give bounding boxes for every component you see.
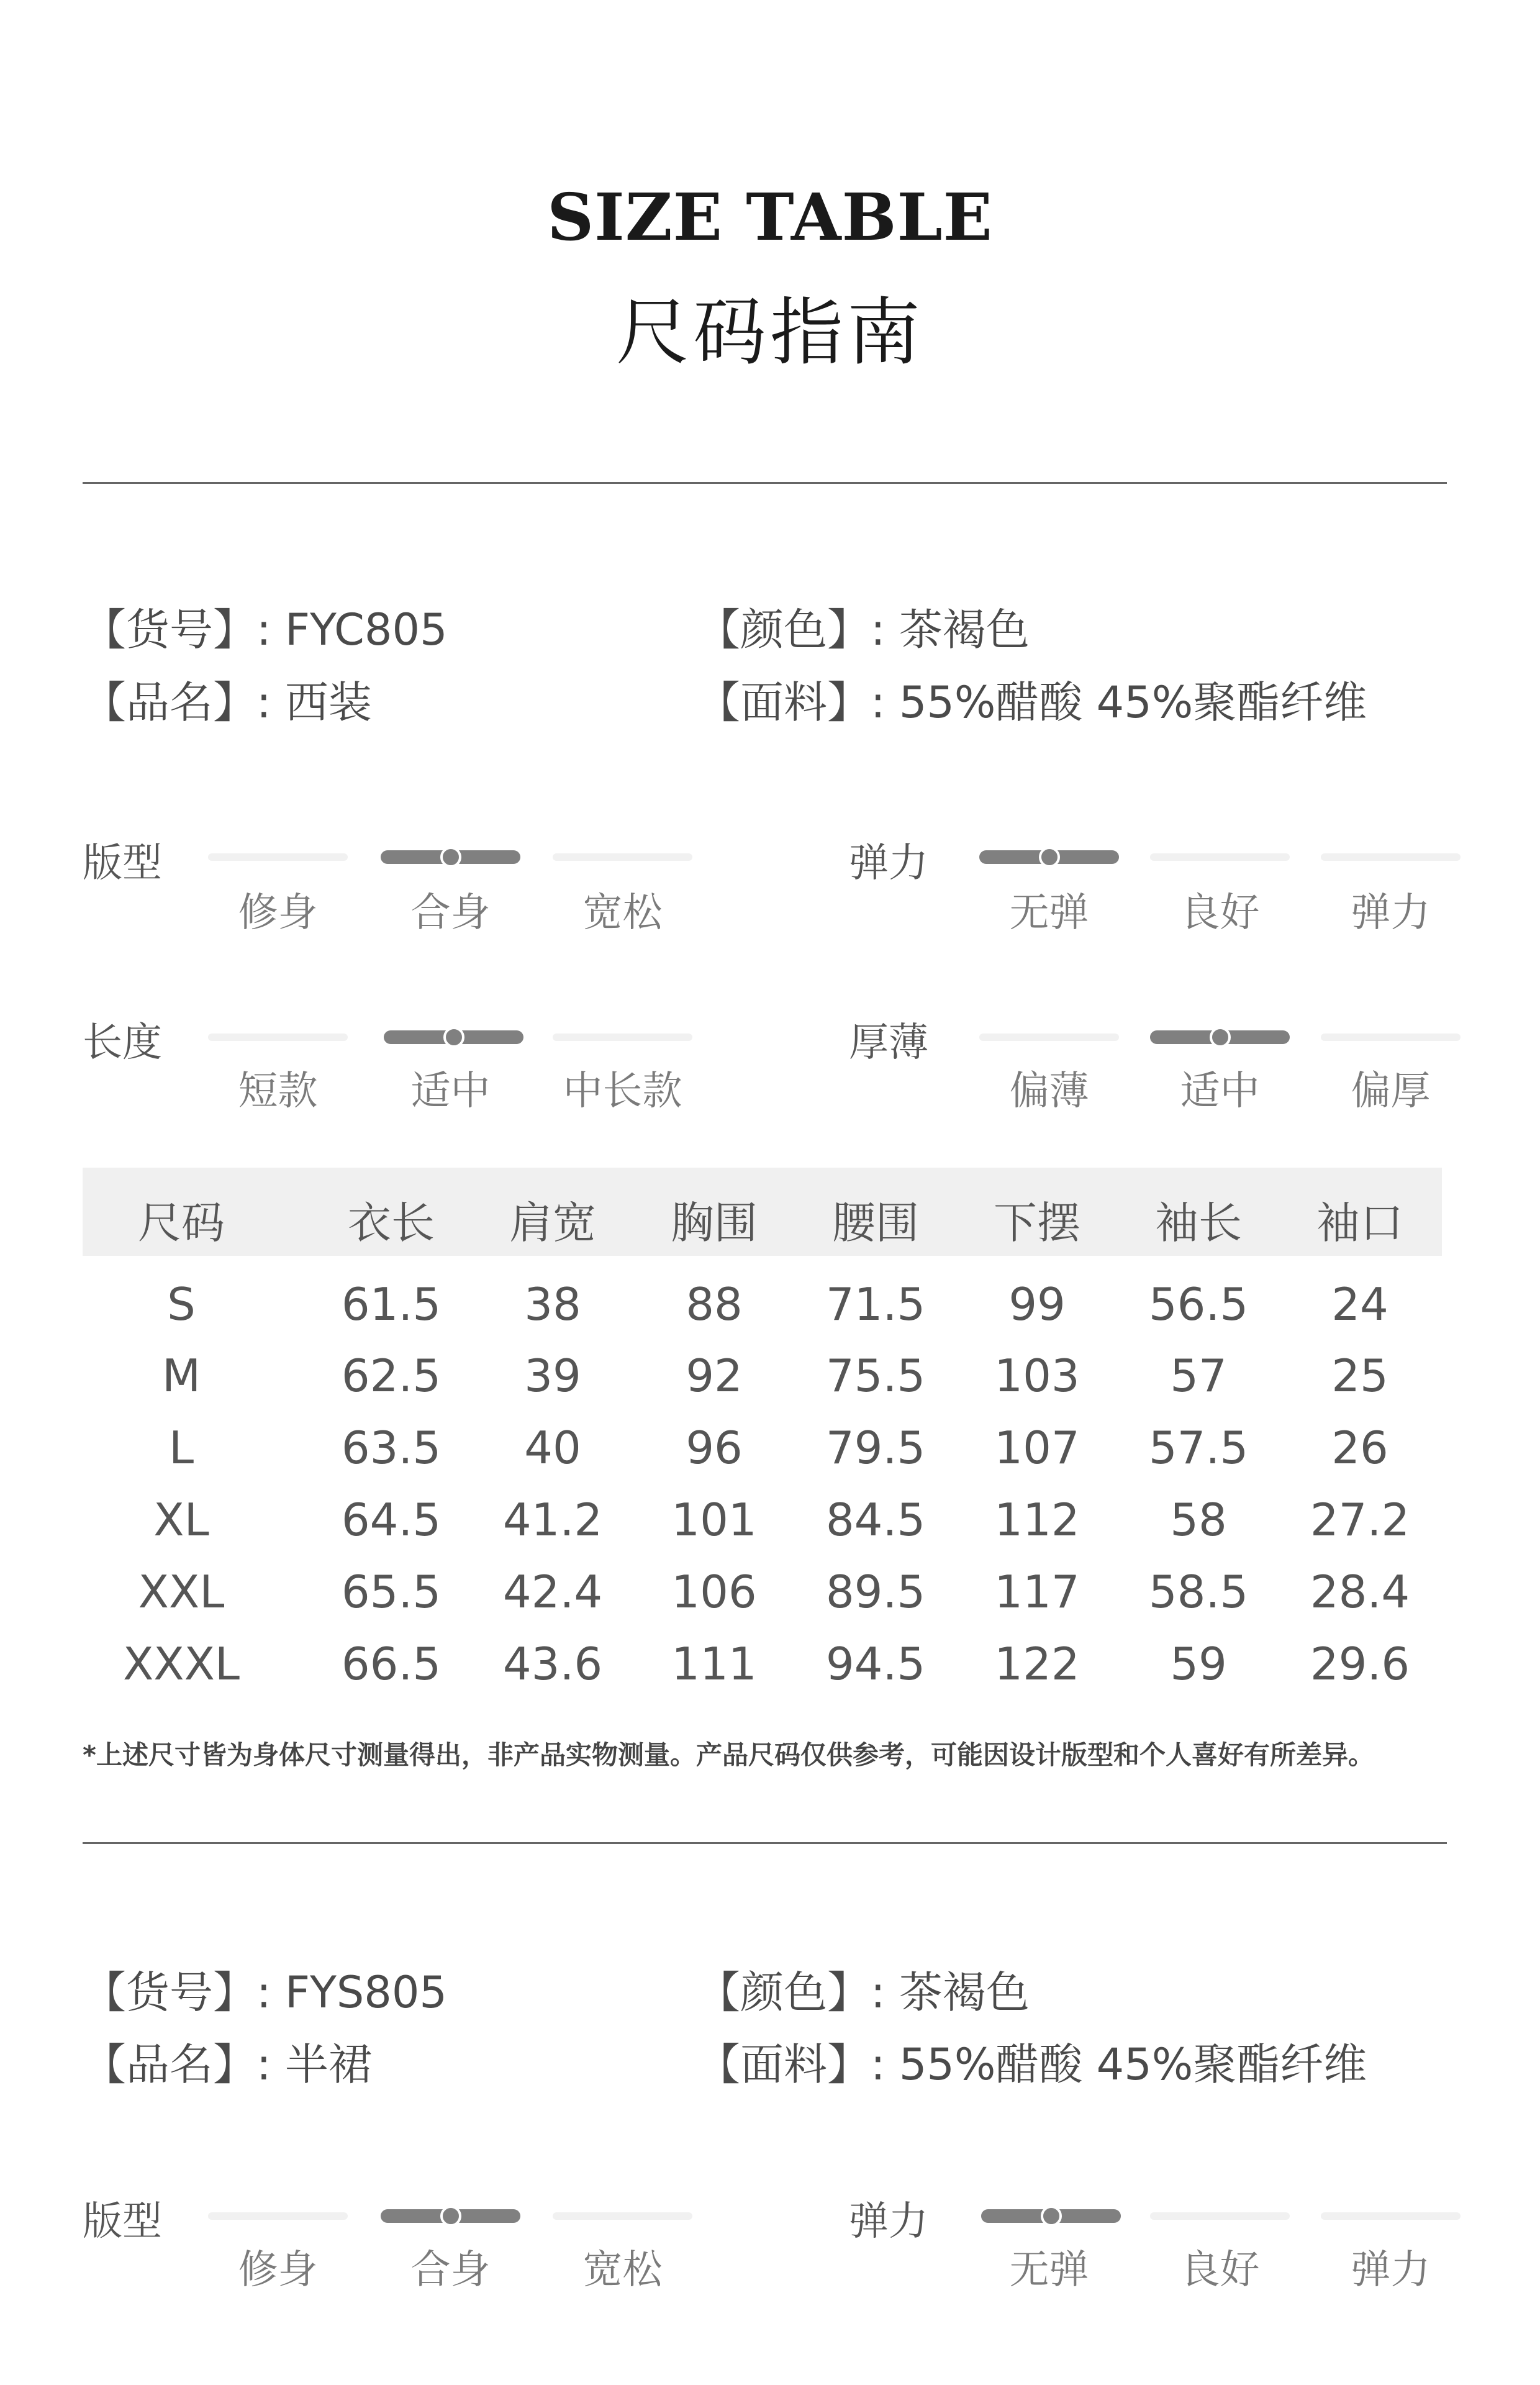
- attr2-fit-bar-3: [553, 2212, 692, 2220]
- size-table-cell: 106: [671, 1566, 757, 1618]
- size-table-cell: 41.2: [502, 1494, 603, 1546]
- size-table-cell: 43.6: [502, 1638, 603, 1690]
- size-table-cell: 96: [686, 1422, 743, 1474]
- attr-thickness-bar-3: [1321, 1034, 1461, 1041]
- attr2-fit-option-1: 修身: [238, 2247, 318, 2293]
- size-table-cell: 79.5: [825, 1422, 926, 1474]
- size-table-header-cuff: 袖口: [1316, 1197, 1403, 1248]
- size-table-cell: 58.5: [1148, 1566, 1249, 1618]
- size-table-header-length: 衣长: [348, 1197, 435, 1248]
- size-table-header-hem: 下摆: [994, 1197, 1080, 1248]
- attr-thickness-bar-2-selected: [1150, 1030, 1290, 1044]
- product2-name: 【品名】: 半裙: [83, 2039, 372, 2090]
- size-table-cell: 111: [671, 1638, 757, 1690]
- size-table-cell: 26: [1331, 1422, 1388, 1474]
- attr2-fit-label: 版型: [83, 2199, 162, 2245]
- attr2-elasticity-bar-1-selected: [981, 2209, 1121, 2223]
- size-table-cell: 24: [1331, 1278, 1388, 1330]
- product1-color: 【颜色】: 茶褐色: [697, 604, 1030, 655]
- size-table-cell: 117: [994, 1566, 1080, 1618]
- size-table-header-shoulder: 肩宽: [509, 1197, 596, 1248]
- size-table-cell: 39: [524, 1350, 581, 1402]
- attr2-fit-bar-2-selected: [381, 2209, 520, 2223]
- product1-fabric: 【面料】: 55%醋酸 45%聚酯纤维: [697, 677, 1367, 728]
- size-table-cell: XL: [153, 1494, 209, 1546]
- attr-length-bar-1: [208, 1034, 348, 1041]
- size-table-cell: 61.5: [341, 1278, 442, 1330]
- size-table-cell: M: [161, 1350, 201, 1402]
- attr-elasticity-label: 弹力: [849, 840, 928, 886]
- attr-elasticity-option-1: 无弹: [1009, 890, 1089, 936]
- attr-thickness-bar-1: [979, 1034, 1119, 1041]
- attr2-elasticity-label: 弹力: [849, 2199, 928, 2245]
- attr-fit-bar-2-selected: [381, 850, 520, 864]
- size-table-cell: 65.5: [341, 1566, 442, 1618]
- size-table-cell: S: [167, 1278, 196, 1330]
- attr-fit-option-3: 宽松: [582, 890, 663, 936]
- product1-item-no: 【货号】: FYC805: [83, 604, 448, 655]
- product2-item-no: 【货号】: FYS805: [83, 1967, 447, 2018]
- attr-thickness-option-1: 偏薄: [1009, 1068, 1089, 1114]
- size-table-cell: 64.5: [341, 1494, 442, 1546]
- size-table-cell: 107: [994, 1422, 1080, 1474]
- attr-length-option-1: 短款: [238, 1068, 318, 1114]
- attr-thickness-label: 厚薄: [849, 1020, 928, 1066]
- attr-length-label: 长度: [83, 1020, 162, 1066]
- divider-bottom: [83, 1842, 1447, 1844]
- attr-fit-bar-1: [208, 853, 348, 861]
- size-table-cell: 27.2: [1310, 1494, 1410, 1546]
- size-table-cell: 29.6: [1310, 1638, 1410, 1690]
- attr-fit-bar-3: [553, 853, 692, 861]
- attr2-elasticity-option-1: 无弹: [1009, 2247, 1089, 2293]
- size-table-cell: 94.5: [825, 1638, 926, 1690]
- size-table-cell: XXXL: [122, 1638, 240, 1690]
- size-table-cell: 71.5: [825, 1278, 926, 1330]
- size-table-cell: 56.5: [1148, 1278, 1249, 1330]
- size-table-cell: 62.5: [341, 1350, 442, 1402]
- attr-fit-label: 版型: [83, 840, 162, 886]
- attr-thickness-option-3: 偏厚: [1351, 1068, 1431, 1114]
- size-table-cell: 75.5: [825, 1350, 926, 1402]
- attr-fit-option-1: 修身: [238, 890, 318, 936]
- size-table-cell: 103: [994, 1350, 1080, 1402]
- attr2-elasticity-option-2: 良好: [1180, 2247, 1260, 2293]
- size-table-cell: 84.5: [825, 1494, 926, 1546]
- attr2-elasticity-option-3: 弹力: [1351, 2247, 1431, 2293]
- attr-elasticity-option-2: 良好: [1180, 890, 1260, 936]
- attr-elasticity-bar-1-selected: [979, 850, 1119, 864]
- size-table-cell: 28.4: [1310, 1566, 1410, 1618]
- size-table-cell: 88: [686, 1278, 743, 1330]
- attr2-fit-option-2: 合身: [410, 2247, 491, 2293]
- size-table-cell: 57: [1170, 1350, 1227, 1402]
- attr2-elasticity-bar-2: [1150, 2212, 1290, 2220]
- size-table-cell: 42.4: [502, 1566, 603, 1618]
- size-table-cell: 38: [524, 1278, 581, 1330]
- attr-length-option-2: 适中: [410, 1068, 491, 1114]
- size-table-cell: 25: [1331, 1350, 1388, 1402]
- product1-name: 【品名】: 西装: [83, 677, 372, 728]
- size-table-cell: 63.5: [341, 1422, 442, 1474]
- size-table-cell: 89.5: [825, 1566, 926, 1618]
- title-chinese: 尺码指南: [615, 289, 924, 375]
- attr-elasticity-bar-3: [1321, 853, 1461, 861]
- attr-fit-option-2: 合身: [410, 890, 491, 936]
- size-table-cell: XXL: [138, 1566, 225, 1618]
- title-english: SIZE TABLE: [547, 179, 993, 255]
- attr-elasticity-option-3: 弹力: [1351, 890, 1431, 936]
- size-table-header-waist: 腰围: [832, 1197, 919, 1248]
- product2-color: 【颜色】: 茶褐色: [697, 1967, 1030, 2018]
- divider-top: [83, 482, 1447, 484]
- attr2-fit-bar-1: [208, 2212, 348, 2220]
- size-table-cell: 99: [1008, 1278, 1066, 1330]
- attr-length-option-3: 中长款: [563, 1068, 682, 1114]
- size-table-cell: 40: [524, 1422, 581, 1474]
- size-table-header-chest: 胸围: [671, 1197, 758, 1248]
- size-table-cell: 59: [1170, 1638, 1227, 1690]
- size-table-cell: 92: [686, 1350, 743, 1402]
- attr-length-bar-3: [553, 1034, 692, 1041]
- size-table-cell: 66.5: [341, 1638, 442, 1690]
- attr2-elasticity-bar-3: [1321, 2212, 1461, 2220]
- size-table-cell: L: [168, 1422, 194, 1474]
- attr-length-bar-2-selected: [384, 1030, 523, 1044]
- product2-fabric: 【面料】: 55%醋酸 45%聚酯纤维: [697, 2039, 1367, 2090]
- size-table-cell: 122: [994, 1638, 1080, 1690]
- size-table-cell: 112: [994, 1494, 1080, 1546]
- attr-elasticity-bar-2: [1150, 853, 1290, 861]
- attr-thickness-option-2: 适中: [1180, 1068, 1260, 1114]
- size-table-header-sleeve-length: 袖长: [1155, 1197, 1242, 1248]
- size-table-cell: 58: [1170, 1494, 1227, 1546]
- size-table-cell: 101: [671, 1494, 757, 1546]
- size-table-header-size: 尺码: [138, 1197, 225, 1248]
- size-disclaimer-note: *上述尺寸皆为身体尺寸测量得出，非产品实物测量。产品尺码仅供参考，可能因设计版型和个人喜好有所差异。: [83, 1740, 1374, 1770]
- size-table-cell: 57.5: [1148, 1422, 1249, 1474]
- attr2-fit-option-3: 宽松: [582, 2247, 663, 2293]
